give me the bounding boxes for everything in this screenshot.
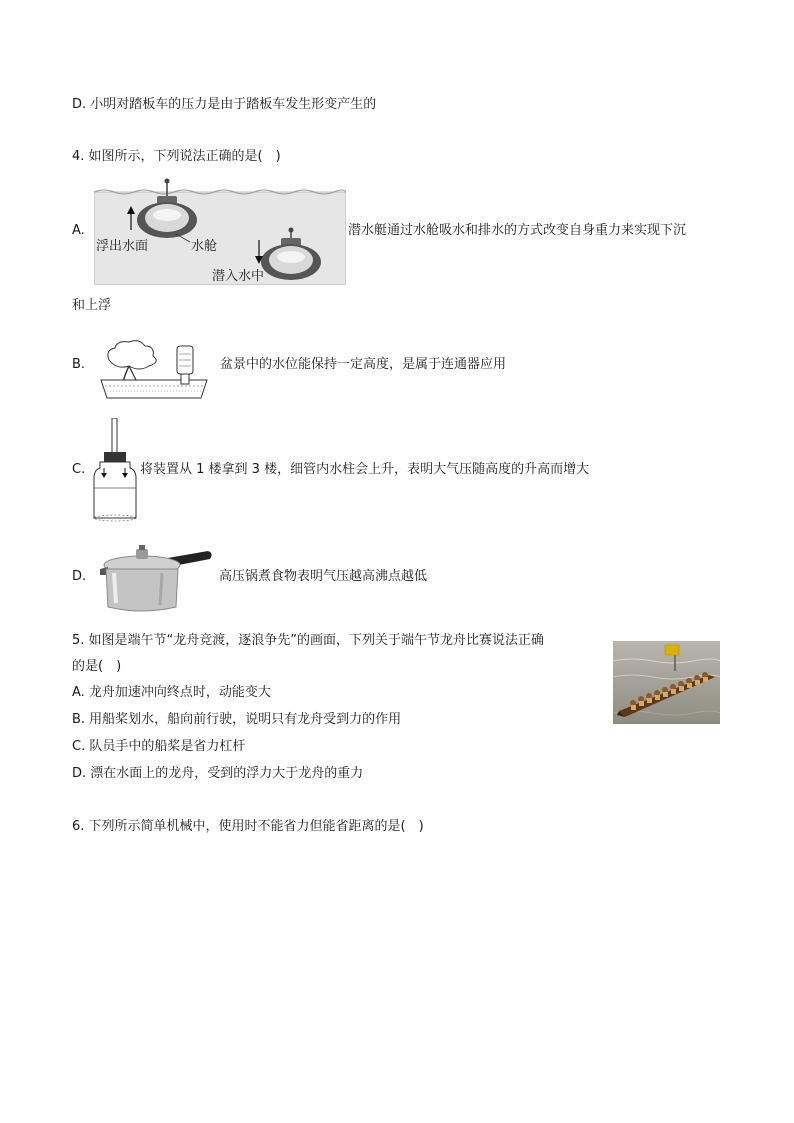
q5-option-b: B. 用船桨划水，船向前行驶，说明只有龙舟受到力的作用 [72, 712, 402, 727]
q5-option-d: D. 漂在水面上的龙舟，受到的浮力大于龙舟的重力 [72, 766, 364, 781]
q4-option-d-label: D. [72, 569, 87, 584]
q5-option-a: A. 龙舟加速冲向终点时，动能变大 [72, 685, 271, 700]
q4-option-c-label: C. [72, 462, 86, 477]
dive-label: 潜入水中 [212, 269, 265, 284]
submarine-figure [94, 178, 346, 285]
q5-stem: 5. 如图是端午节“龙舟竞渡，逐浪争先”的画面，下列关于端午节龙舟比赛说法正确 [72, 633, 545, 648]
q4-option-a-label: A. [72, 223, 85, 238]
q4-option-b-text: 盆景中的水位能保持一定高度，是属于连通器应用 [220, 357, 507, 372]
q5-option-c: C. 队员手中的船桨是省力杠杆 [72, 739, 246, 754]
tank-label: 水舱 [191, 239, 218, 254]
q5-stem-cont: 的是( ) [72, 659, 122, 674]
q4-stem: 4. 如图所示，下列说法正确的是( ) [72, 149, 281, 164]
bottle-tube-figure [92, 418, 138, 522]
q4-option-c-text: 将装置从 1 楼拿到 3 楼，细管内水柱会上升，表明大气压随高度的升高而增大 [140, 462, 590, 477]
q3-option-d: D. 小明对踏板车的压力是由于踏板车发生形变产生的 [72, 97, 377, 112]
q6-stem: 6. 下列所示简单机械中，使用时不能省力但能省距离的是( ) [72, 819, 424, 834]
dragon-boat-photo [613, 641, 720, 724]
float-up-label: 浮出水面 [96, 239, 149, 254]
bonsai-figure [99, 338, 209, 400]
q4-option-b-label: B. [72, 357, 86, 372]
q4-option-d-text: 高压锅煮食物表明气压越高沸点越低 [219, 569, 428, 584]
q4-option-a-text: 潜水艇通过水舱吸水和排水的方式改变自身重力来实现下沉 [348, 223, 687, 238]
q4-option-a-text-cont: 和上浮 [72, 298, 112, 313]
pressure-cooker-figure [96, 543, 214, 615]
